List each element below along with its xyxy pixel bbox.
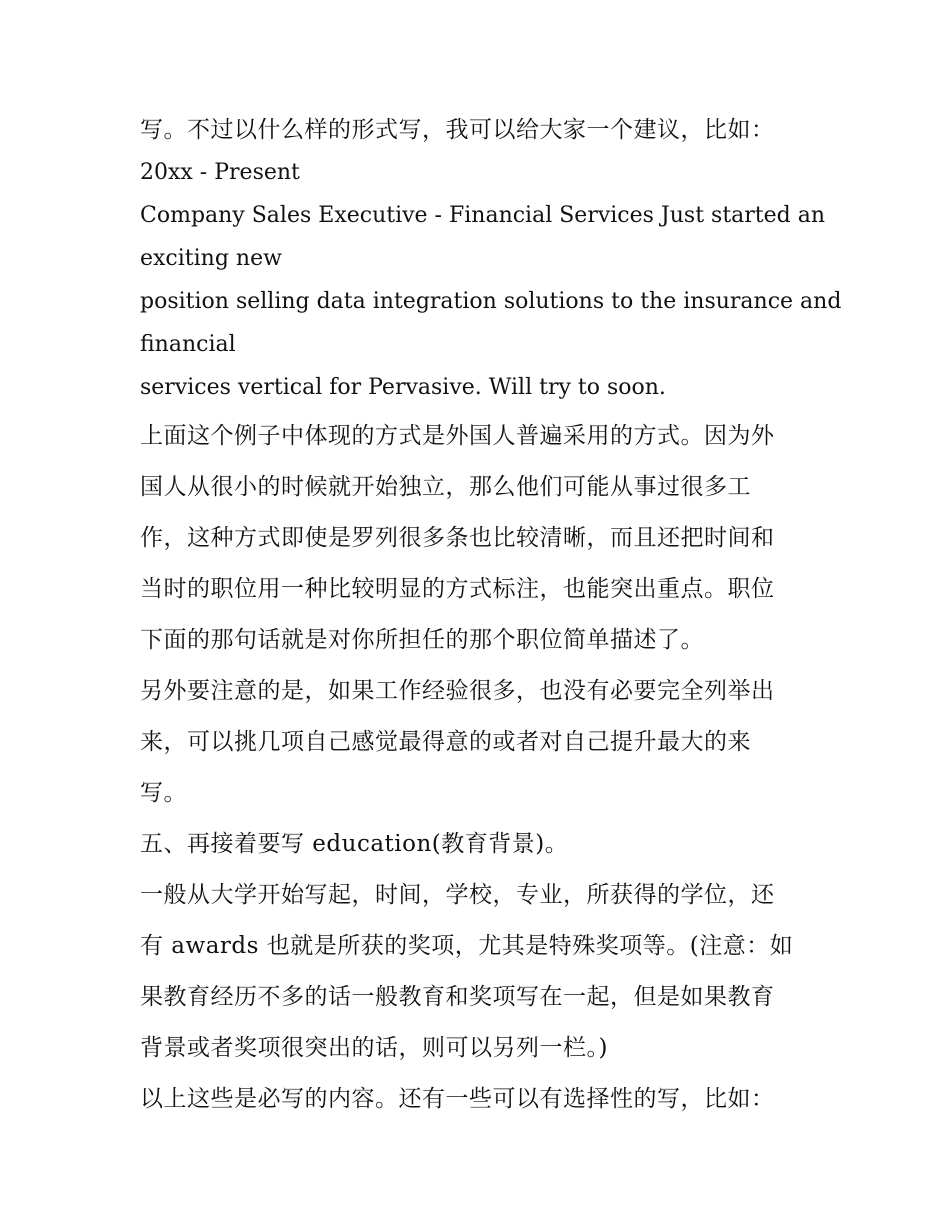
text-line: 以上这些是必写的内容。还有一些可以有选择性的写，比如： [140,1086,775,1112]
text-line: 五、再接着要写 education(教育背景)。 [140,831,569,857]
text-line: 来，可以挑几项自己感觉最得意的或者对自己提升最大的来 [140,729,751,755]
text-line: 果教育经历不多的话一般教育和奖项写在一起，但是如果教育 [140,984,775,1010]
text-line: 下面的那句话就是对你所担任的那个职位简单描述了。 [140,627,704,653]
text-line: 背景或者奖项很突出的话，则可以另列一栏。) [140,1035,608,1061]
text-line: 写。 [140,780,187,806]
text-line: 另外要注意的是，如果工作经验很多，也没有必要完全列举出 [140,678,775,704]
text-line: 写。不过以什么样的形式写，我可以给大家一个建议，比如： [140,117,775,143]
text-line: services vertical for Pervasive. Will try to soon. [140,375,666,400]
text-line: exciting new [140,246,282,271]
text-line: 有 awards 也就是所获的奖项，尤其是特殊奖项等。(注意：如 [140,933,794,959]
text-line: 一般从大学开始写起，时间，学校，专业，所获得的学位，还 [140,882,775,908]
text-line: 国人从很小的时候就开始独立，那么他们可能从事过很多工 [140,474,751,500]
text-line: position selling data integration solutions to the insurance and [140,289,842,314]
text-line: financial [140,332,236,357]
text-line: 作，这种方式即使是罗列很多条也比较清晰，而且还把时间和 [140,525,775,551]
text-line: 20xx - Present [140,160,300,185]
text-line: 上面这个例子中体现的方式是外国人普遍采用的方式。因为外 [140,423,775,449]
text-line: Company Sales Executive - Financial Services Just started an [140,203,826,228]
text-line: 当时的职位用一种比较明显的方式标注，也能突出重点。职位 [140,576,775,602]
